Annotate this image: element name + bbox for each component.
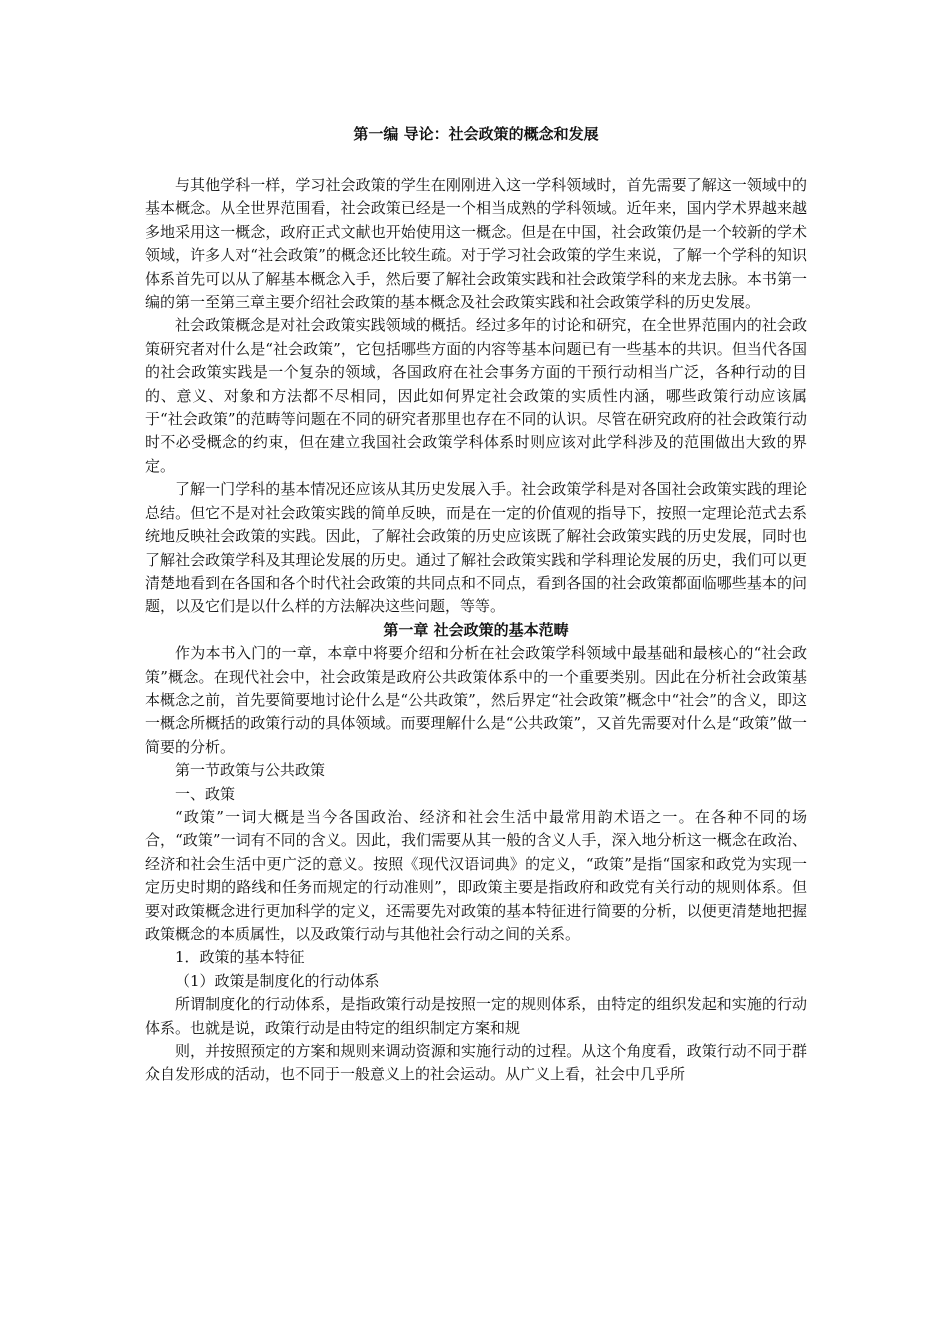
document-body bbox=[145, 124, 807, 1087]
intro-paragraph-2: 社会政策概念是对社会政策实践领域的概括。经过多年的讨论和研究，在全世界范围内的社会政策研究者对什么是“社会政策”，它包括哪些方面的内容等基本问题已有一些基本的共识。但当代各国的社会政策实践是一个复杂的领域，各国政府在社会事务方面的干预行动相当广泛，各种行动的目的、意义、对象和方法都不尽相同，因此如何界定社会政策的实质性内涵，哪些政策行动应该属于“社会政策”的范畴等问题在不同的研究者那里也存在不同的认识。尽管在研究政府的社会政策行动时不必受概念的约束，但在建立我国社会政策学科体系时则应该对此学科涉及的范围做出大致的界定。 bbox=[145, 316, 807, 475]
chapter-paragraph-3: 所谓制度化的行动体系，是指政策行动是按照一定的规则体系，由特定的组织发起和实施的行动体系。也就是说，政策行动是由特定的组织制定方案和规 bbox=[145, 995, 807, 1037]
chapter-paragraph-1: 作为本书入门的一章，本章中将要介绍和分析在社会政策学科领域中最基础和最核心的“社会政策”概念。在现代社会中，社会政策是政府公共政策体系中的一个重要类别。因此在分析社会政策基本概念之前，首先要简要地讨论什么是“公共政策”，然后界定“社会政策”概念中“社会”的含义，即这一概念所概括的政策行动的具体领域。而要理解什么是“公共政策”，又首先需要对什么是“政策”做一简要的分析。 bbox=[145, 644, 807, 756]
subsection-heading: 一、政策 bbox=[175, 784, 236, 803]
chapter-paragraph-2: “政策”一词大概是当今各国政治、经济和社会生活中最常用韵术语之一。在各种不同的场合，“政策”一词有不同的含义。因此，我们需要从其一般的含义人手，深入地分析这一概念在政治、经济和社会生活中更广泛的意义。按照《现代汉语词典》的定义，“政策”是指“国家和政党为实现一定历史时期的路线和任务而规定的行动准则”，即政策主要是指政府和政党有关行动的规则体系。但要对政策概念进行更加科学的定义，还需要先对政策的基本特征进行简要的分析，以便更清楚地把握政策概念的本质属性，以及政策行动与其他社会行动之间的关系。 bbox=[145, 807, 807, 943]
section-heading: 第一节政策与公共政策 bbox=[175, 761, 326, 780]
intro-paragraph-3: 了解一门学科的基本情况还应该从其历史发展入手。社会政策学科是对各国社会政策实践的理论总结。但它不是对社会政策实践的简单反映，而是在一定的价值观的指导下，按照一定理论范式去系统地反映社会政策的实践。因此，了解社会政策的历史应该既了解社会政策实践的历史发展，同时也了解社会政策学科及其理论发展的历史。通过了解社会政策实践和学科理论发展的历史，我们可以更清楚地看到在各国和各个时代社会政策的共同点和不同点，看到各国的社会政策都面临哪些基本的问题，以及它们是以什么样的方法解决这些问题，等等。 bbox=[145, 480, 807, 616]
sub-item-heading: （1）政策是制度化的行动体系 bbox=[175, 971, 380, 990]
part-title: 第一编 导论：社会政策的概念和发展 bbox=[353, 125, 599, 143]
chapter-title: 第一章 社会政策的基本范畴 bbox=[383, 620, 569, 639]
item-heading: 1．政策的基本特征 bbox=[175, 948, 305, 967]
intro-paragraph-1: 与其他学科一样，学习社会政策的学生在刚刚进入这一学科领域时，首先需要了解这一领域中的基本概念。从全世界范围看，社会政策已经是一个相当成熟的学科领域。近年来，国内学术界越来越多地采用这一概念，政府正式文献也开始使用这一概念。但是在中国，社会政策仍是一个较新的学术领域，许多人对“社会政策”的概念还比较生疏。对于学习社会政策的学生来说，了解一个学科的知识体系首先可以从了解基本概念入手，然后要了解社会政策实践和社会政策学科的来龙去脉。本书第一编的第一至第三章主要介绍社会政策的基本概念及社会政策实践和社会政策学科的历史发展。 bbox=[145, 176, 807, 312]
chapter-paragraph-4: 则，并按照预定的方案和规则来调动资源和实施行动的过程。从这个角度看，政策行动不同于群众自发形成的活动，也不同于一般意义上的社会运动。从广义上看，社会中几乎所 bbox=[145, 1042, 807, 1084]
